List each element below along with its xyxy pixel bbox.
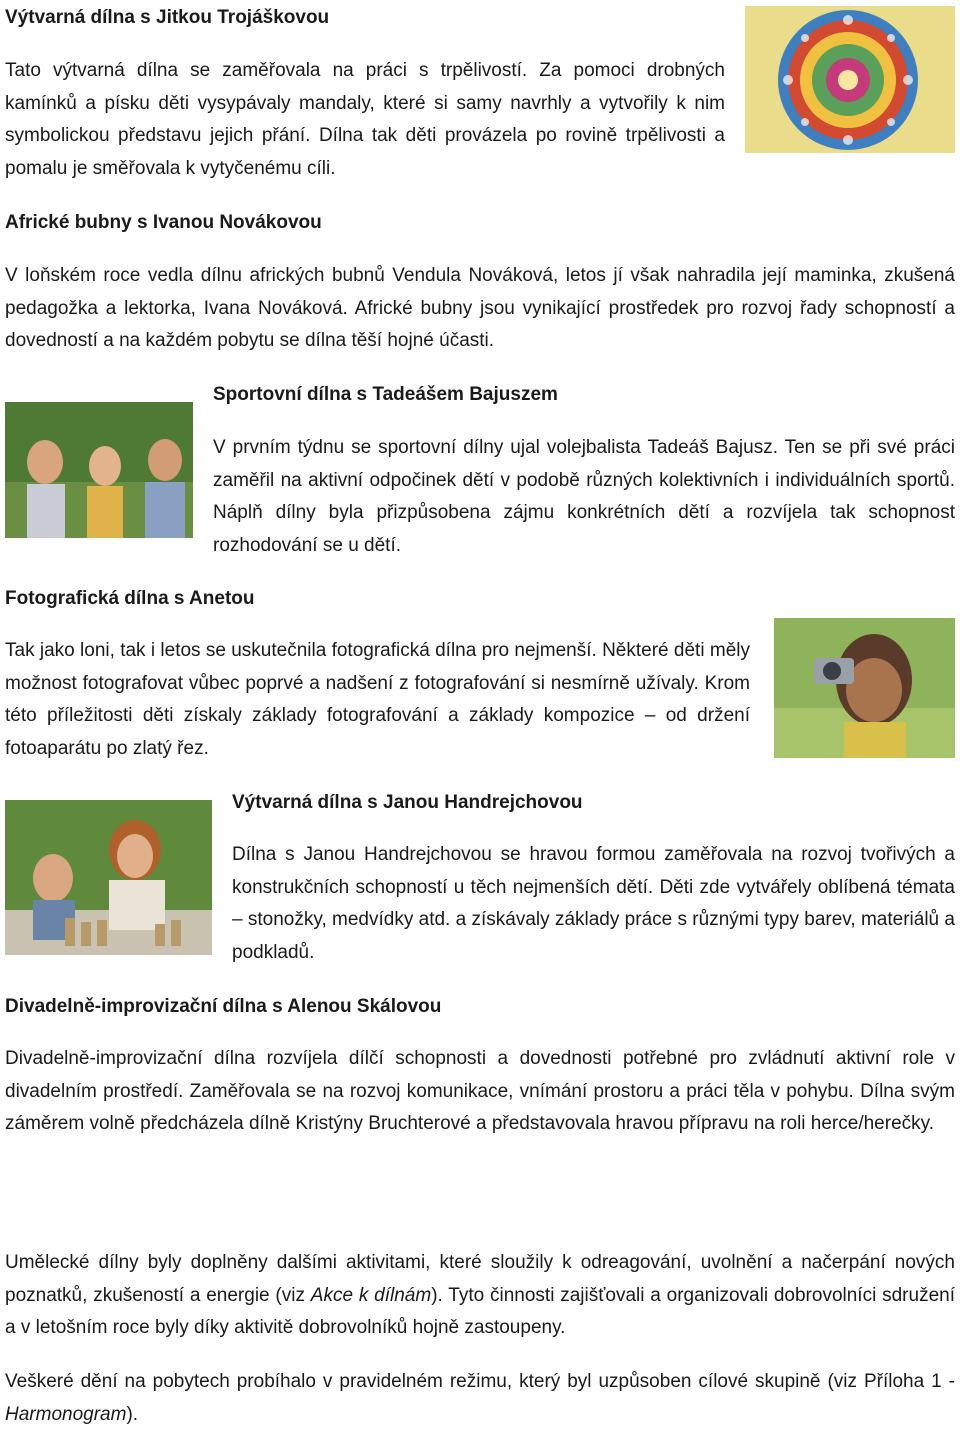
closing-p1-text: Umělecké dílny byly doplněny dalšími aktivitami, které sloužily k odreagování, uvolnění a načerpání nových poznatků, zkušeností a energie (viz [5, 1252, 955, 1306]
closing-paragraph-activities [5, 1247, 955, 1345]
heading-divadelni: Divadelně-improvizační dílna s Alenou Skálovou [5, 996, 442, 1017]
text-sportovni: V prvním týdnu se sportovní dílny ujal volejbalista Tadeáš Bajusz. Ten se při své práci zaměřil na aktivní odpočinek dětí v podobě různých kolektivních i individuálních sportů. Náplň dílny byla přizpůsobena zájmu konkrétních dětí a rozvíjela tak schopnost rozhodování se u dětí. [213, 437, 955, 556]
text-africke-bubny: V loňském roce vedla dílnu afrických bubnů Vendula Nováková, letos jí však nahradila její maminka, zkušená pedagožka a lektorka, Ivana Nováková. Africké bubny jsou vynikající prostředek pro rozvoj řady schopností a dovedností a na každém pobytu se dílna těší hojné účasti. [5, 265, 955, 352]
heading-africke-bubny: Africké bubny s Ivanou Novákovou [5, 212, 322, 233]
closing-p2-text: Veškeré dění na pobytech probíhalo v pravidelném režimu, který byl uzpůsoben cílové skupině (viz Příloha 1 - [5, 1371, 955, 1392]
text-fotograficka: Tak jako loni, tak i letos se uskutečnila fotografická dílna pro nejmenší. Některé děti měly možnost fotografovat vůbec poprvé a nadšení z fotografování si nesmírně užívaly. Krom této příležitosti děti získaly základy fotografování a základy kompozice – od držení fotoaparátu po zlatý řez. [5, 640, 750, 759]
heading-fotograficka: Fotografická dílna s Anetou [5, 588, 255, 609]
heading-sportovni: Sportovní dílna s Tadeášem Bajuszem [213, 384, 558, 405]
heading-vytvarna-handrejchova: Výtvarná dílna s Janou Handrejchovou [232, 792, 583, 813]
link-harmonogram: Harmonogram [5, 1403, 127, 1425]
heading-vytvarna-trojaskova: Výtvarná dílna s Jitkou Trojáškovou [5, 7, 330, 28]
text-vytvarna-handrejchova: Dílna s Janou Handrejchovou se hravou formou zaměřovala na rozvoj tvořivých a konstrukčních schopností u těch nejmenších dětí. Děti zde vytvářely oblíbená témata – stonožky, medvídky atd. a získávaly základy práce s různými typy barev, materiálů a podkladů. [232, 844, 955, 963]
text-vytvarna-trojaskova: Tato výtvarná dílna se zaměřovala na práci s trpělivostí. Za pomoci drobných kamínků a písku děti vysypávaly mandaly, které si samy navrhly a vytvořily k nim symbolickou představu jejich přání. Dílna tak děti provázela po rovině trpělivosti a pomalu je směřovala k vytyčenému cíli. [5, 60, 725, 179]
closing-paragraph-schedule [5, 1366, 955, 1431]
mandala-image [745, 6, 955, 153]
link-akce-k-dilnam: Akce k dílnám [310, 1284, 432, 1306]
closing-p1-text-end: ). Tyto činnosti zajišťovali a organizovali dobrovolníci sdružení a v letošním roce byly díky aktivitě dobrovolníků hojně zastoupeny. [5, 1284, 955, 1339]
craft-workshop-image [5, 800, 212, 955]
sport-image [5, 402, 193, 538]
text-divadelni: Divadelně-improvizační dílna rozvíjela dílčí schopnosti a dovednosti potřebné pro zvládnutí aktivní role v divadelním prostředí. Zaměřovala se na rozvoj komunikace, vnímání prostoru a práci těla v pohybu. Dílna svým záměrem volně předcházela dílně Kristýny Bruchterové a představovala hravou přípravu na roli herce/herečky. [5, 1048, 955, 1135]
closing-p2-text-end: ). [126, 1403, 139, 1425]
photo-girl-camera-image [774, 618, 955, 758]
